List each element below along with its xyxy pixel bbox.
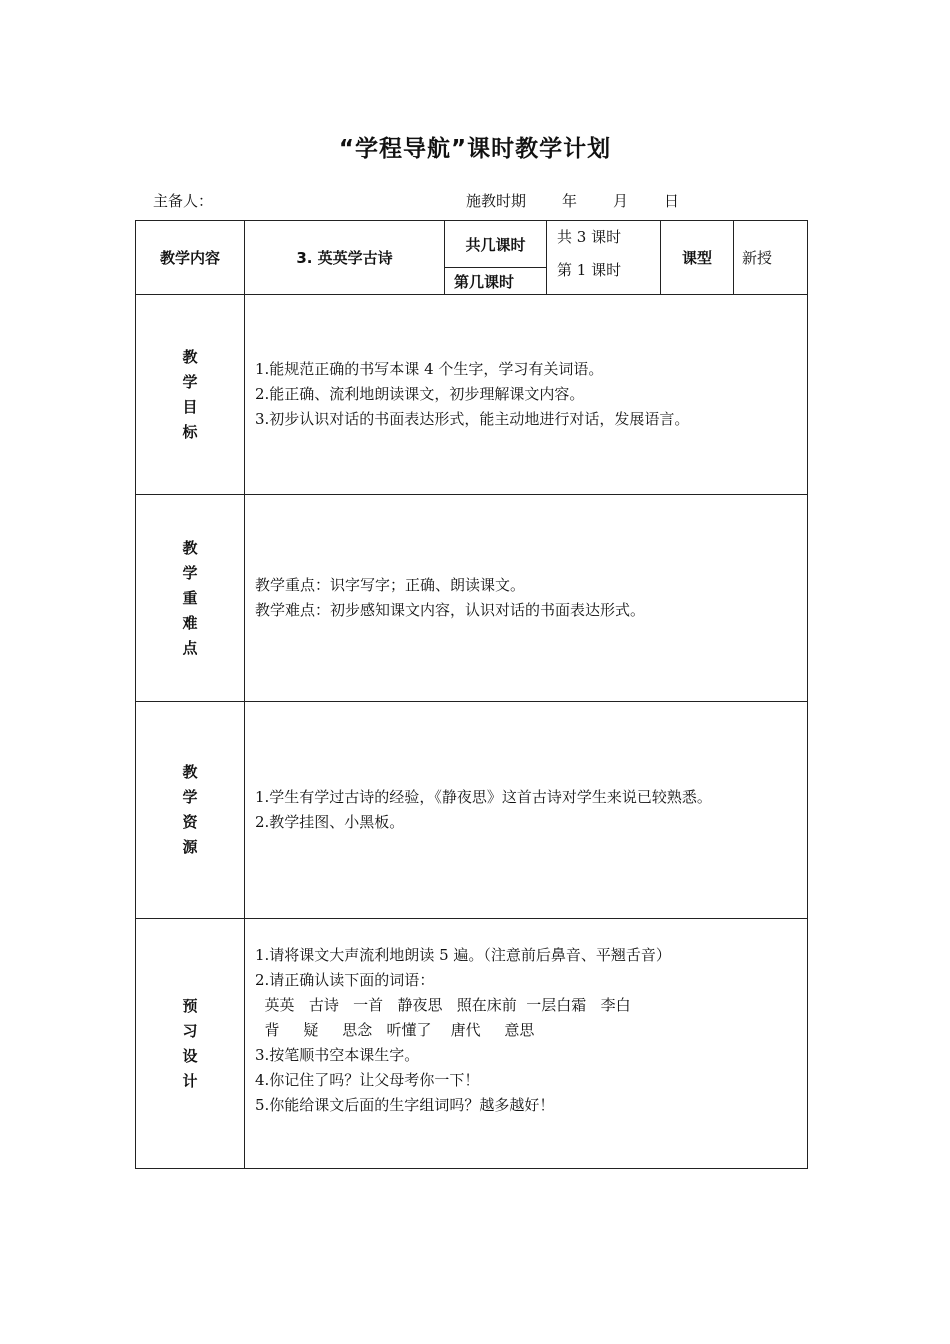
section-row-key-points (136, 495, 808, 702)
content-line: 教学难点：初步感知课文内容，认识对话的书面表达形式。 (255, 601, 646, 619)
content-line: 3.初步认识对话的书面表达形式，能主动地进行对话，发展语言。 (255, 410, 690, 428)
type-label: 课型 (661, 221, 734, 295)
label-char: 计 (182, 1071, 198, 1090)
label-char: 习 (182, 1021, 198, 1040)
section-row-preview (136, 919, 808, 1169)
which-hour-value: 第 1 课时 (557, 261, 622, 279)
total-hours-value: 共 3 课时 (557, 228, 622, 246)
month-label: 月 (613, 192, 629, 210)
preparer-label: 主备人： (153, 192, 214, 210)
content-line: 1.能规范正确的书写本课 4 个生字，学习有关词语。 (255, 360, 604, 378)
label-char: 目 (182, 397, 198, 416)
lesson-title: 3. 英英学古诗 (245, 221, 445, 295)
section-label-resources (136, 702, 245, 919)
label-char: 资 (182, 813, 198, 831)
content-line: 4.你记住了吗？让父母考你一下！ (255, 1071, 480, 1089)
which-hour-label: 第几课时 (445, 268, 547, 295)
section-content-preview (245, 919, 808, 1169)
type-value: 新授 (734, 221, 808, 295)
content-line: 英英 古诗 一首 静夜思 照在床前 一层白霜 李白 (255, 996, 631, 1014)
content-line: 2.请正确认读下面的词语： (255, 971, 435, 989)
hours-cell (547, 221, 661, 295)
section-content-objectives (245, 295, 808, 495)
content-line: 1.学生有学过古诗的经验，《静夜思》这首古诗对学生来说已较熟悉。 (255, 788, 712, 806)
content-line: 1.请将课文大声流利地朗读 5 遍。（注意前后鼻音、平翘舌音） (255, 946, 671, 964)
label-char: 教 (182, 538, 198, 557)
label-char: 预 (182, 996, 198, 1015)
section-label-objectives (136, 295, 245, 495)
header-row (136, 221, 808, 268)
label-char: 标 (182, 422, 198, 441)
label-char: 学 (182, 372, 198, 391)
content-line: 教学重点：识字写字；正确、朗读课文。 (255, 576, 526, 594)
section-label-preview (136, 919, 245, 1169)
content-line: 5.你能给课文后面的生字组词吗？越多越好！ (255, 1096, 555, 1114)
date-line (466, 190, 679, 211)
content-label: 教学内容 (136, 221, 245, 295)
label-char: 重 (182, 588, 198, 607)
section-content-key-points (245, 495, 808, 702)
section-content-resources (245, 702, 808, 919)
day-label: 日 (664, 192, 680, 210)
section-row-resources (136, 702, 808, 919)
date-label: 施教时期 (466, 192, 527, 210)
content-line: 2.能正确、流利地朗读课文，初步理解课文内容。 (255, 385, 585, 403)
label-char: 教 (182, 763, 198, 781)
content-line: 3.按笔顺书空本课生字。 (255, 1046, 420, 1064)
label-char: 难 (182, 613, 198, 632)
label-char: 教 (182, 347, 198, 366)
lesson-plan-table (135, 220, 808, 1169)
label-char: 学 (182, 788, 198, 806)
section-label-key-points (136, 495, 245, 702)
label-char: 源 (182, 838, 198, 856)
total-hours-label: 共几课时 (445, 221, 547, 268)
year-label: 年 (562, 192, 578, 210)
section-row-objectives (136, 295, 808, 495)
page-title: “学程导航”课时教学计划 (338, 136, 612, 162)
content-line: 2.教学挂图、小黑板。 (255, 813, 405, 831)
label-char: 学 (182, 563, 198, 582)
label-char: 设 (182, 1046, 198, 1065)
label-char: 点 (182, 638, 198, 657)
content-line: 背 疑 思念 听懂了 唐代 意思 (255, 1021, 535, 1039)
